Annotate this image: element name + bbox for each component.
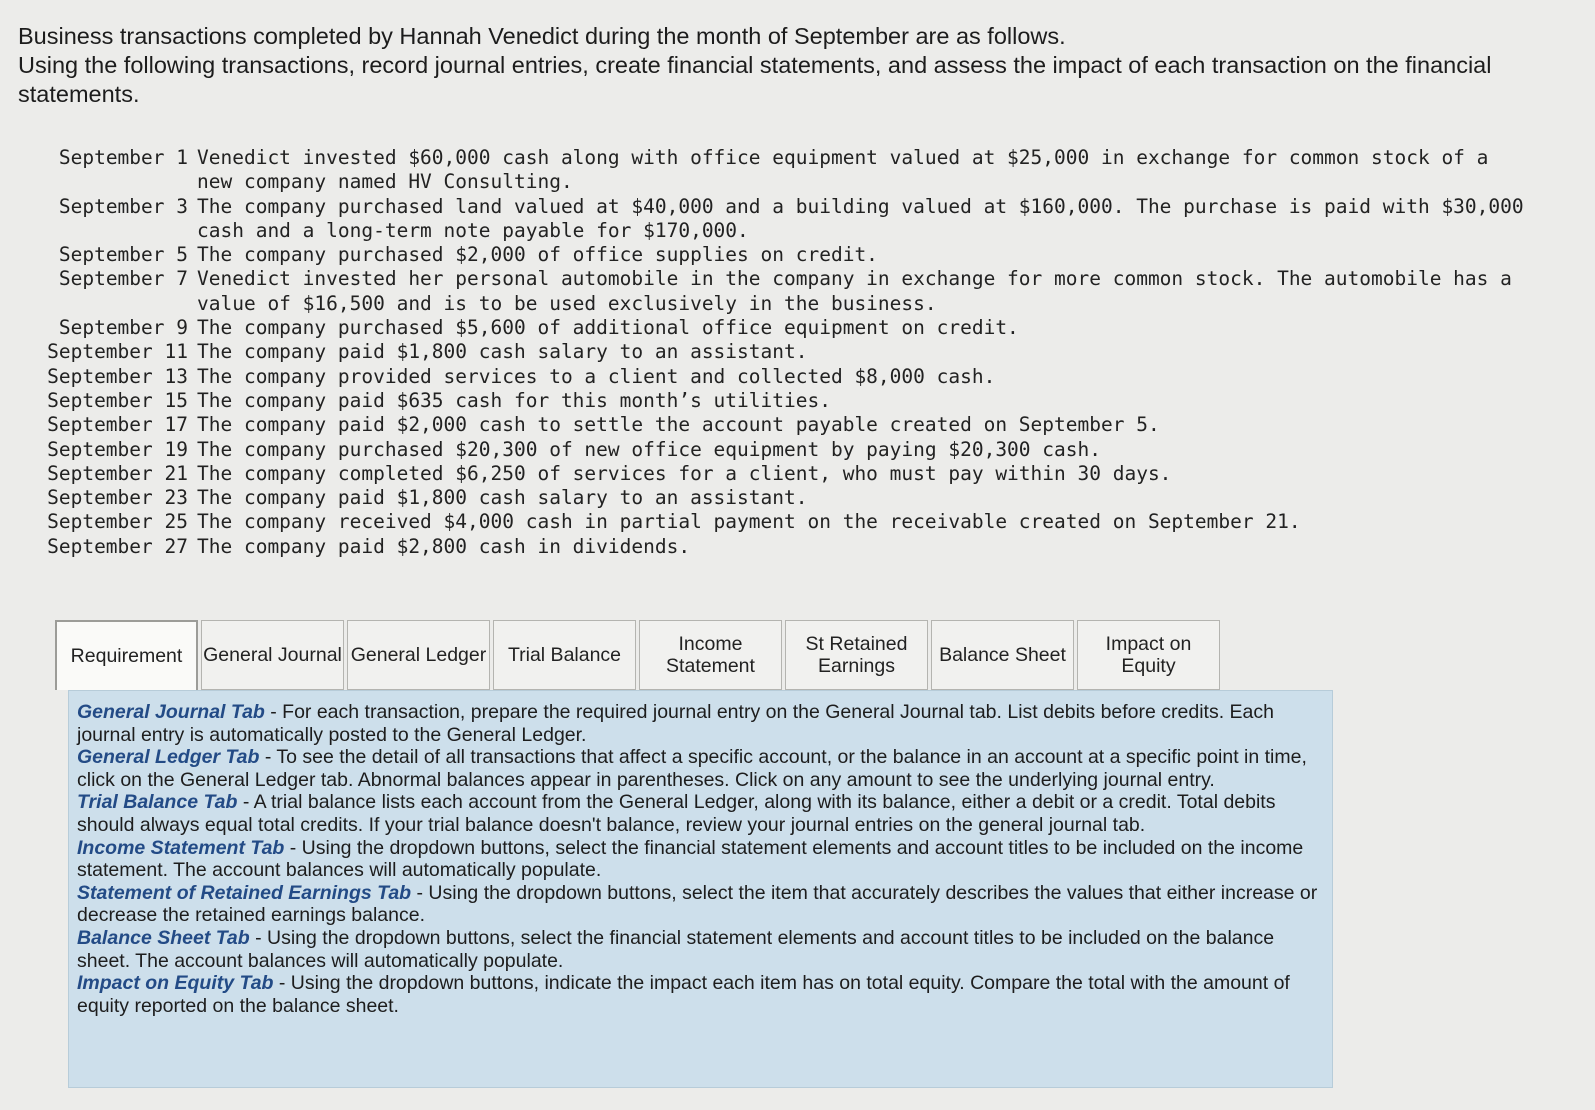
transaction-description: The company purchased $5,600 of additional office equipment on credit. [197, 316, 1019, 340]
transaction-date: September 7 [58, 267, 188, 291]
instruction-text: - Using the dropdown buttons, select the financial statement elements and account titles to be included on the income statement. The account balances will automatically populate. [77, 836, 1304, 882]
transaction-row [30, 194, 1536, 244]
transaction-list [30, 146, 1536, 559]
instruction-title: Trial Balance Tab [77, 791, 238, 814]
tab-requirement[interactable]: Requirement [55, 620, 198, 690]
transaction-date: September 9 [58, 316, 188, 340]
transaction-description: The company completed $6,250 of services for a client, who must pay within 30 days. [197, 461, 1172, 485]
transaction-row [30, 413, 1530, 437]
transaction-description: The company paid $1,800 cash salary to an assistant. [197, 340, 808, 364]
transaction-description: The company paid $635 cash for this month’s utilities. [197, 388, 831, 412]
transaction-description: The company received $4,000 cash in partial payment on the receivable created on September 21. [197, 510, 1301, 534]
tab-general-ledger[interactable]: General Ledger [347, 620, 490, 690]
instruction-text: - Using the dropdown buttons, select the item that accurately describes the values that either increase or decrease the retained earnings balance. [77, 881, 1318, 927]
instruction-item [77, 882, 1322, 927]
intro-line-2: Using the following transactions, record journal entries, create financial statements, and assess the impact of each transaction on the financial statements. [18, 52, 1492, 107]
transaction-date: September 17 [47, 413, 188, 437]
instruction-text: - A trial balance lists each account from the General Ledger, along with its balance, either a debit or a credit. Total debits should always equal total credits. If your trial balance doesn't balance, review your journal entries on the general journal tab. [77, 791, 1276, 836]
transaction-row [30, 365, 1530, 389]
tab-impact-on-equity[interactable]: Impact on Equity [1077, 620, 1220, 690]
transaction-row [30, 146, 1530, 195]
transaction-description: The company paid $2,800 cash in dividends. [197, 534, 691, 558]
instruction-item [77, 837, 1322, 882]
tab-trial-balance[interactable]: Trial Balance [493, 620, 636, 690]
transaction-description: The company purchased $2,000 of office supplies on credit. [197, 243, 878, 267]
transaction-date: September 23 [47, 486, 188, 510]
transaction-row [30, 340, 1530, 364]
transaction-row [30, 510, 1530, 534]
transaction-description: The company purchased land valued at $40,000 and a building valued at $160,000. The purchase is paid with $30,000 cash and a long-term note payable for $170,000. [197, 194, 1536, 242]
transaction-description: The company paid $1,800 cash salary to an assistant. [197, 486, 808, 510]
transaction-date: September 1 [58, 146, 188, 169]
transaction-date: September 25 [47, 510, 188, 534]
transaction-row [30, 267, 1530, 316]
transaction-description: The company provided services to a client and collected $8,000 cash. [197, 364, 996, 388]
instruction-title: General Journal Tab [77, 701, 265, 723]
instruction-text: - To see the detail of all transactions that affect a specific account, or the balance in an account at a specific point in time, click on the General Ledger tab. Abnormal balances appear in parentheses. Click on any amount to see the underlying journal entry. [77, 746, 1307, 791]
instruction-title: Income Statement Tab [77, 836, 285, 859]
transaction-row [30, 316, 1530, 340]
tab-st-retained-earnings[interactable]: St Retained Earnings [785, 620, 928, 690]
transaction-description: The company purchased $20,300 of new office equipment by paying $20,300 cash. [197, 437, 1101, 461]
transaction-description: The company paid $2,000 cash to settle the account payable created on September 5. [197, 413, 1160, 437]
transaction-date: September 5 [58, 243, 188, 267]
transaction-row [30, 389, 1530, 413]
transaction-date: September 27 [47, 534, 188, 558]
transaction-description: Venedict invested her personal automobile in the company in exchange for more common stock. The automobile has a value of $16,500 and is to be used exclusively in the business. [197, 267, 1524, 315]
instruction-text: - For each transaction, prepare the required journal entry on the General Journal tab. List debits before credits. Each journal entry is automatically posted to the General Ledger. [77, 701, 1274, 746]
instruction-text: - Using the dropdown buttons, indicate the impact each item has on total equity. Compare the total with the amount of equity reported on the balance sheet. [77, 972, 1290, 1017]
transaction-date: September 21 [47, 461, 188, 485]
transaction-row [30, 462, 1530, 486]
instruction-title: General Ledger Tab [77, 746, 260, 769]
instruction-item [77, 791, 1322, 836]
instruction-title: Statement of Retained Earnings Tab [77, 881, 412, 904]
tab-income-statement[interactable]: Income Statement [639, 620, 782, 690]
tab-balance-sheet[interactable]: Balance Sheet [931, 620, 1074, 690]
transaction-date: September 11 [47, 340, 188, 364]
transaction-row [30, 243, 1530, 267]
instruction-item [77, 701, 1322, 746]
transaction-date: September 3 [58, 194, 188, 218]
instruction-title: Balance Sheet Tab [77, 926, 250, 949]
instruction-item [77, 746, 1322, 791]
requirement-panel [68, 690, 1333, 1088]
transaction-row [30, 486, 1530, 510]
transaction-description: Venedict invested $60,000 cash along with office equipment valued at $25,000 in exchange for common stock of a new company named HV Consulting. [197, 146, 1501, 194]
instruction-item [77, 972, 1322, 1017]
transaction-date: September 13 [47, 364, 188, 388]
instruction-title: Impact on Equity Tab [77, 972, 274, 995]
transaction-date: September 19 [47, 437, 188, 461]
intro-line-1: Business transactions completed by Hannah Venedict during the month of September are as follows. [18, 23, 1066, 49]
instruction-text: - Using the dropdown buttons, select the financial statement elements and account titles to be included on the balance sheet. The account balances will automatically populate. [77, 926, 1275, 972]
transaction-row [30, 438, 1530, 462]
problem-intro [18, 22, 1538, 109]
transaction-row [30, 535, 1530, 559]
instruction-item [77, 927, 1322, 972]
tab-bar [55, 620, 1220, 690]
transaction-date: September 15 [47, 388, 188, 412]
tab-general-journal[interactable]: General Journal [201, 620, 344, 690]
